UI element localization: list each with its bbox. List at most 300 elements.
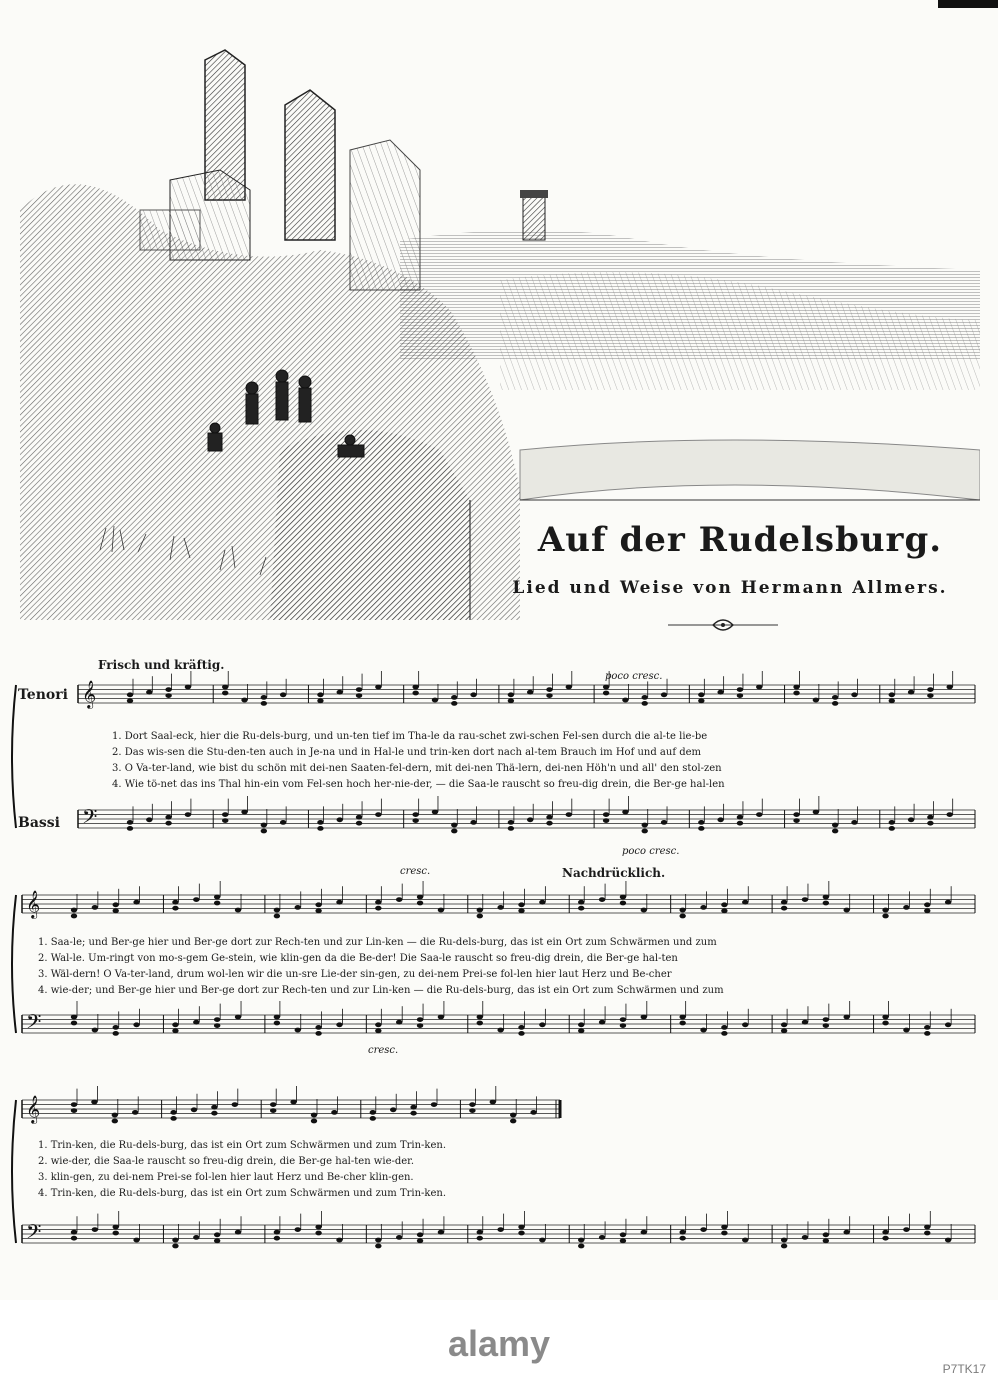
note-head xyxy=(781,1244,787,1249)
note-head xyxy=(756,812,762,817)
lyric-line: 3. O Va-ter-land, wie bist du schön mit dei-nen Saaten-fel-dern, mit dei-nen Thä-lern, dei-nen Höh'n und all' den stol-zen xyxy=(112,763,722,774)
note-head xyxy=(924,1025,930,1030)
note-head xyxy=(518,1031,524,1036)
note-head xyxy=(295,1227,301,1232)
note-head xyxy=(903,1227,909,1232)
note-head xyxy=(497,905,503,910)
note-head xyxy=(222,685,228,690)
note-head xyxy=(882,1230,888,1235)
note-head xyxy=(802,1235,808,1240)
note-head xyxy=(280,820,286,825)
note-head xyxy=(477,1021,483,1026)
system-brace xyxy=(12,895,16,1033)
ornament-divider xyxy=(668,615,778,635)
lyric-line: 1. Dort Saal-eck, hier die Ru-dels-burg, und un-ten tief im Tha-le da rau-schet zwi-schen Fel-sen durch die al-te lie-be xyxy=(112,731,708,742)
note-head xyxy=(566,812,572,817)
note-head xyxy=(432,698,438,703)
note-head xyxy=(945,900,951,905)
note-head xyxy=(396,1235,402,1240)
note-head xyxy=(390,1107,396,1112)
note-head xyxy=(451,829,457,834)
note-head xyxy=(889,692,895,697)
note-head xyxy=(781,900,787,905)
note-head xyxy=(620,901,626,906)
note-head xyxy=(802,897,808,902)
note-head xyxy=(317,820,323,825)
note-head xyxy=(793,818,799,823)
note-head xyxy=(679,1236,685,1241)
note-head xyxy=(113,1225,119,1230)
note-head xyxy=(539,900,545,905)
note-head xyxy=(170,1116,176,1121)
note-head xyxy=(518,908,524,913)
note-head xyxy=(438,1015,444,1020)
note-head xyxy=(882,908,888,913)
note-head xyxy=(172,906,178,911)
note-head xyxy=(127,820,133,825)
note-head xyxy=(127,826,133,831)
note-head xyxy=(274,1015,280,1020)
note-head xyxy=(315,1225,321,1230)
note-head xyxy=(336,900,342,905)
note-head xyxy=(165,821,171,826)
note-head xyxy=(241,810,247,815)
watermark-code: P7TK17 xyxy=(942,1362,986,1376)
lyric-line: 4. Trin-ken, die Ru-dels-burg, das ist ein Ort zum Schwärmen und zum Trin-ken. xyxy=(38,1188,447,1199)
note-head xyxy=(620,895,626,900)
lyric-line: 2. Das wis-sen die Stu-den-ten auch in Je-na und in Hal-le und trin-ken dort nach al-tem Brauch im Hof und auf dem xyxy=(112,747,701,758)
note-head xyxy=(698,698,704,703)
note-head xyxy=(417,901,423,906)
note-head xyxy=(235,908,241,913)
note-head xyxy=(261,829,267,834)
note-head xyxy=(832,829,838,834)
note-head xyxy=(417,1232,423,1237)
note-head xyxy=(222,818,228,823)
note-head xyxy=(620,1017,626,1022)
note-head xyxy=(737,815,743,820)
note-head xyxy=(946,812,952,817)
note-head xyxy=(270,1108,276,1113)
note-head xyxy=(578,906,584,911)
note-head xyxy=(214,1023,220,1028)
note-head xyxy=(193,1020,199,1025)
note-head xyxy=(781,1238,787,1243)
note-head xyxy=(851,820,857,825)
note-head xyxy=(599,1020,605,1025)
note-head xyxy=(882,1236,888,1241)
note-head xyxy=(412,685,418,690)
note-head xyxy=(924,1031,930,1036)
note-head xyxy=(823,901,829,906)
note-head xyxy=(127,698,133,703)
note-head xyxy=(370,1110,376,1115)
note-head xyxy=(546,815,552,820)
note-head xyxy=(903,1028,909,1033)
song-title: Auf der Rudelsburg. xyxy=(537,520,943,560)
note-head xyxy=(185,685,191,690)
note-head xyxy=(927,821,933,826)
note-head xyxy=(620,1023,626,1028)
note-head xyxy=(742,1022,748,1027)
note-head xyxy=(530,1110,536,1115)
note-head xyxy=(603,818,609,823)
lyric-line: 4. wie-der; und Ber-ge hier und Ber-ge dort zur Rech-ten und zur Lin-ken — die Ru-dels-burg, das ist ein Ort zum Schwärmen und zum xyxy=(38,985,724,996)
watermark-brand: alamy xyxy=(447,1323,551,1364)
note-head xyxy=(679,908,685,913)
note-head xyxy=(133,900,139,905)
note-head xyxy=(71,1230,77,1235)
note-head xyxy=(417,1238,423,1243)
note-head xyxy=(113,1025,119,1030)
note-head xyxy=(214,1017,220,1022)
note-head xyxy=(451,701,457,706)
note-head xyxy=(235,1015,241,1020)
note-head xyxy=(832,701,838,706)
note-head xyxy=(470,692,476,697)
note-head xyxy=(375,1244,381,1249)
note-head xyxy=(417,1017,423,1022)
dynamic-cresc-2: cresc. xyxy=(368,1045,399,1056)
note-head xyxy=(813,698,819,703)
note-head xyxy=(539,1022,545,1027)
song-subtitle: Lied und Weise von Hermann Allmers. xyxy=(512,578,948,598)
note-head xyxy=(924,908,930,913)
voice-label-tenori: Tenori xyxy=(18,687,68,703)
note-head xyxy=(661,692,667,697)
note-head xyxy=(112,1119,118,1124)
note-head xyxy=(410,1105,416,1110)
note-head xyxy=(71,1108,77,1113)
note-head xyxy=(311,1119,317,1124)
note-head xyxy=(603,685,609,690)
note-head xyxy=(211,1111,217,1116)
note-head xyxy=(172,1244,178,1249)
lyric-line: 2. Wal-le. Um-ringt von mo-s-gem Ge-stein, wie klin-gen da die Be-der! Die Saa-le rauscht so freu-dig drein, die Ber-ge hal-ten xyxy=(38,953,678,964)
note-head xyxy=(261,695,267,700)
note-head xyxy=(71,1236,77,1241)
note-head xyxy=(578,1022,584,1027)
note-head xyxy=(71,914,77,919)
note-head xyxy=(924,902,930,907)
note-head xyxy=(146,690,152,695)
note-head xyxy=(412,691,418,696)
note-head xyxy=(232,1102,238,1107)
note-head xyxy=(851,692,857,697)
note-head xyxy=(903,905,909,910)
note-head xyxy=(315,1031,321,1036)
note-head xyxy=(396,1020,402,1025)
note-head xyxy=(717,817,723,822)
note-head xyxy=(843,1015,849,1020)
note-head xyxy=(356,693,362,698)
note-head xyxy=(477,1236,483,1241)
note-head xyxy=(315,1025,321,1030)
lyric-line: 1. Saa-le; und Ber-ge hier und Ber-ge dort zur Rech-ten und zur Lin-ken — die Ru-dels-burg, das ist ein Ort zum Schwärmen und zum xyxy=(38,937,717,948)
note-head xyxy=(127,692,133,697)
note-head xyxy=(132,1110,138,1115)
note-head xyxy=(274,908,280,913)
note-head xyxy=(274,1230,280,1235)
note-head xyxy=(721,902,727,907)
voice-label-bassi: Bassi xyxy=(18,815,60,831)
note-head xyxy=(315,1231,321,1236)
note-head xyxy=(336,1238,342,1243)
note-head xyxy=(889,820,895,825)
note-head xyxy=(375,900,381,905)
note-head xyxy=(742,900,748,905)
note-head xyxy=(337,690,343,695)
lyric-line: 2. wie-der, die Saa-le rauscht so freu-dig drein, die Ber-ge hal-ten wie-der. xyxy=(38,1156,415,1167)
note-head xyxy=(315,902,321,907)
note-head xyxy=(165,815,171,820)
note-head xyxy=(882,1021,888,1026)
note-head xyxy=(477,908,483,913)
note-head xyxy=(295,905,301,910)
note-head xyxy=(737,821,743,826)
note-head xyxy=(546,693,552,698)
system-brace xyxy=(12,685,16,828)
note-head xyxy=(112,1113,118,1118)
note-head xyxy=(546,821,552,826)
note-head xyxy=(578,900,584,905)
note-head xyxy=(412,818,418,823)
note-head xyxy=(700,905,706,910)
bass-clef-icon: 𝄢 xyxy=(26,1220,42,1248)
note-head xyxy=(191,1107,197,1112)
note-head xyxy=(599,897,605,902)
note-head xyxy=(317,826,323,831)
note-head xyxy=(717,690,723,695)
note-head xyxy=(721,1025,727,1030)
note-head xyxy=(927,687,933,692)
note-head xyxy=(356,815,362,820)
note-head xyxy=(642,829,648,834)
note-head xyxy=(261,823,267,828)
note-head xyxy=(113,1031,119,1036)
note-head xyxy=(781,906,787,911)
note-head xyxy=(356,687,362,692)
note-head xyxy=(336,1022,342,1027)
note-head xyxy=(193,1235,199,1240)
note-head xyxy=(642,695,648,700)
note-head xyxy=(222,812,228,817)
note-head xyxy=(510,1119,516,1124)
note-head xyxy=(375,1022,381,1027)
note-head xyxy=(527,690,533,695)
note-head xyxy=(185,812,191,817)
note-head xyxy=(375,685,381,690)
note-head xyxy=(882,1015,888,1020)
note-head xyxy=(793,812,799,817)
note-head xyxy=(172,900,178,905)
note-head xyxy=(274,1236,280,1241)
note-head xyxy=(578,1238,584,1243)
note-head xyxy=(737,687,743,692)
note-head xyxy=(92,1028,98,1033)
note-head xyxy=(620,1232,626,1237)
note-head xyxy=(261,701,267,706)
dynamic-cresc-1: cresc. xyxy=(400,866,431,877)
note-head xyxy=(396,897,402,902)
note-head xyxy=(679,1015,685,1020)
note-head xyxy=(211,1105,217,1110)
note-head xyxy=(813,810,819,815)
lyric-line: 1. Trin-ken, die Ru-dels-burg, das ist ein Ort zum Schwärmen und zum Trin-ken. xyxy=(38,1140,447,1151)
note-head xyxy=(603,691,609,696)
note-head xyxy=(642,701,648,706)
note-head xyxy=(508,692,514,697)
note-head xyxy=(317,692,323,697)
dynamic-poco-cresc-1: poco cresc. xyxy=(605,671,663,682)
lyric-line: 3. klin-gen, zu dei-nem Prei-se fol-len hier laut Herz und Be-cher klin-gen. xyxy=(38,1172,414,1183)
note-head xyxy=(470,820,476,825)
note-head xyxy=(92,905,98,910)
note-head xyxy=(214,895,220,900)
note-head xyxy=(518,1225,524,1230)
note-head xyxy=(546,687,552,692)
note-head xyxy=(222,691,228,696)
note-head xyxy=(622,698,628,703)
note-head xyxy=(832,695,838,700)
note-head xyxy=(92,1227,98,1232)
note-head xyxy=(270,1102,276,1107)
note-head xyxy=(661,820,667,825)
treble-clef-icon: 𝄞 xyxy=(26,1095,41,1123)
note-head xyxy=(679,1230,685,1235)
music-notation xyxy=(0,640,998,1260)
note-head xyxy=(375,1028,381,1033)
note-head xyxy=(71,1102,77,1107)
note-head xyxy=(889,698,895,703)
note-head xyxy=(698,692,704,697)
note-head xyxy=(603,812,609,817)
note-head xyxy=(700,1028,706,1033)
note-head xyxy=(721,908,727,913)
note-head xyxy=(622,810,628,815)
treble-clef-icon: 𝄞 xyxy=(82,680,97,708)
note-head xyxy=(756,685,762,690)
note-head xyxy=(508,820,514,825)
note-head xyxy=(843,1230,849,1235)
note-head xyxy=(438,1230,444,1235)
note-head xyxy=(945,1022,951,1027)
note-head xyxy=(641,1230,647,1235)
note-head xyxy=(721,1225,727,1230)
note-head xyxy=(375,1238,381,1243)
note-head xyxy=(113,1231,119,1236)
note-head xyxy=(290,1100,296,1105)
note-head xyxy=(642,823,648,828)
tempo-marking-2: Nachdrücklich. xyxy=(562,866,666,880)
note-head xyxy=(698,820,704,825)
note-head xyxy=(882,914,888,919)
note-head xyxy=(113,902,119,907)
note-head xyxy=(214,901,220,906)
note-head xyxy=(641,908,647,913)
note-head xyxy=(146,817,152,822)
note-head xyxy=(370,1116,376,1121)
note-head xyxy=(721,1231,727,1236)
note-head xyxy=(91,1100,97,1105)
note-head xyxy=(497,1227,503,1232)
note-head xyxy=(438,908,444,913)
note-head xyxy=(908,690,914,695)
treble-clef-icon: 𝄞 xyxy=(26,890,41,918)
note-head xyxy=(823,1023,829,1028)
note-head xyxy=(315,908,321,913)
note-head xyxy=(832,823,838,828)
note-head xyxy=(280,692,286,697)
note-head xyxy=(679,1021,685,1026)
note-head xyxy=(539,1238,545,1243)
lyric-line: 4. Wie tö-net das ins Thal hin-ein vom Fel-sen hoch her-nie-der, — die Saa-le rauscht so freu-dig drein, die Ber-ge hal-len xyxy=(112,779,725,790)
note-head xyxy=(133,1022,139,1027)
note-head xyxy=(518,902,524,907)
note-head xyxy=(274,914,280,919)
note-head xyxy=(417,895,423,900)
note-head xyxy=(620,1238,626,1243)
note-head xyxy=(165,687,171,692)
system-brace xyxy=(12,1100,16,1243)
note-head xyxy=(469,1102,475,1107)
note-head xyxy=(508,698,514,703)
note-head xyxy=(241,698,247,703)
bass-clef-icon: 𝄢 xyxy=(26,1010,42,1038)
note-head xyxy=(924,1225,930,1230)
note-head xyxy=(823,1232,829,1237)
note-head xyxy=(356,821,362,826)
note-head xyxy=(410,1111,416,1116)
note-head xyxy=(133,1238,139,1243)
note-head xyxy=(566,685,572,690)
note-head xyxy=(927,815,933,820)
note-head xyxy=(172,1022,178,1027)
note-head xyxy=(431,1102,437,1107)
note-head xyxy=(417,1023,423,1028)
note-head xyxy=(170,1110,176,1115)
scan-edge-mark xyxy=(938,0,998,8)
note-head xyxy=(510,1113,516,1118)
note-head xyxy=(793,691,799,696)
note-head xyxy=(193,897,199,902)
note-head xyxy=(527,817,533,822)
note-head xyxy=(375,812,381,817)
note-head xyxy=(235,1230,241,1235)
note-head xyxy=(295,1028,301,1033)
dynamic-poco-cresc-2: poco cresc. xyxy=(622,846,680,857)
note-head xyxy=(927,693,933,698)
note-head xyxy=(451,695,457,700)
note-head xyxy=(274,1021,280,1026)
note-head xyxy=(889,826,895,831)
note-head xyxy=(375,906,381,911)
note-head xyxy=(412,812,418,817)
note-head xyxy=(802,1020,808,1025)
note-head xyxy=(698,826,704,831)
note-head xyxy=(477,1015,483,1020)
note-head xyxy=(172,1028,178,1033)
note-head xyxy=(518,1231,524,1236)
note-head xyxy=(946,685,952,690)
note-head xyxy=(924,1231,930,1236)
note-head xyxy=(641,1015,647,1020)
note-head xyxy=(451,823,457,828)
note-head xyxy=(599,1235,605,1240)
note-head xyxy=(214,1232,220,1237)
note-head xyxy=(172,1238,178,1243)
tempo-marking-1: Frisch und kräftig. xyxy=(98,658,225,672)
